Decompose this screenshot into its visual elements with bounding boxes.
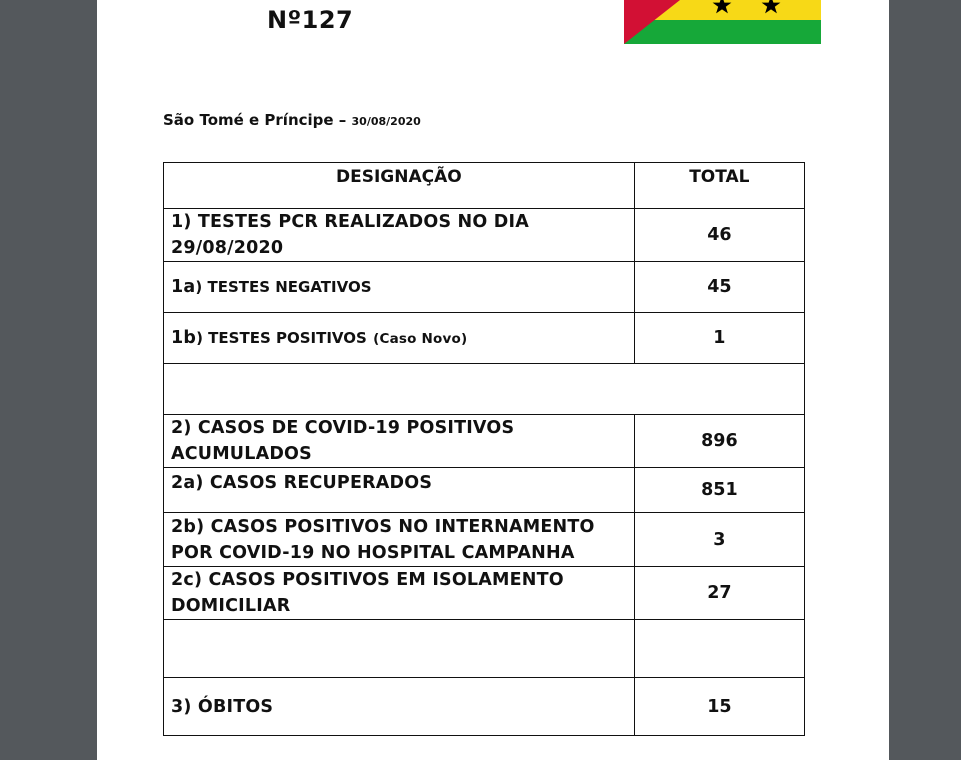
- table-row: [164, 209, 805, 262]
- table-row: [164, 513, 805, 567]
- empty-cell: [164, 620, 635, 678]
- empty-cell: [164, 364, 805, 415]
- empty-cell: [634, 620, 804, 678]
- row-note: (Caso Novo): [373, 330, 468, 347]
- header-designacao: DESIGNAÇÃO: [164, 163, 635, 209]
- row-label: 2b) CASOS POSITIVOS NO INTERNAMENTO POR COVID-19 NO HOSPITAL CAMPANHA: [164, 513, 635, 567]
- table-spacer-row: [164, 364, 805, 415]
- flag-green-band: [624, 20, 821, 44]
- bulletin-number: Nº127: [267, 6, 354, 34]
- row-label: 3) ÓBITOS: [164, 678, 635, 736]
- row-value: 27: [634, 567, 804, 620]
- table-row: [164, 567, 805, 620]
- row-label-text: ) TESTES POSITIVOS: [196, 328, 367, 347]
- flag-sao-tome-e-principe: [624, 0, 821, 44]
- row-value: 851: [634, 468, 804, 513]
- row-value: 3: [634, 513, 804, 567]
- row-label-text: ) TESTES NEGATIVOS: [195, 278, 372, 296]
- table-row: [164, 468, 805, 513]
- table-row: [164, 313, 805, 364]
- covid-report-table: [163, 162, 805, 736]
- document-page: [97, 0, 889, 760]
- table-row: [164, 415, 805, 468]
- row-value: 45: [634, 262, 804, 313]
- row-label: [164, 262, 635, 313]
- table-spacer-row: [164, 620, 805, 678]
- row-prefix: 1a: [171, 277, 196, 297]
- row-label: [164, 313, 635, 364]
- report-date: 30/08/2020: [351, 115, 421, 128]
- row-label: 2) CASOS DE COVID-19 POSITIVOS ACUMULADOS: [164, 415, 635, 468]
- table-row: [164, 678, 805, 736]
- row-label: 1) TESTES PCR REALIZADOS NO DIA 29/08/2020: [164, 209, 635, 262]
- header-total: TOTAL: [634, 163, 804, 209]
- table-row: [164, 262, 805, 313]
- table-header-row: [164, 163, 805, 209]
- row-label: 2c) CASOS POSITIVOS EM ISOLAMENTO DOMICILIAR: [164, 567, 635, 620]
- row-prefix: 1b: [171, 327, 197, 348]
- row-label: 2a) CASOS RECUPERADOS: [164, 468, 635, 513]
- row-value: 15: [634, 678, 804, 736]
- row-value: 46: [634, 209, 804, 262]
- row-value: 896: [634, 415, 804, 468]
- place-name: São Tomé e Príncipe –: [163, 111, 347, 129]
- row-value: 1: [634, 313, 804, 364]
- place-date-line: [163, 111, 421, 129]
